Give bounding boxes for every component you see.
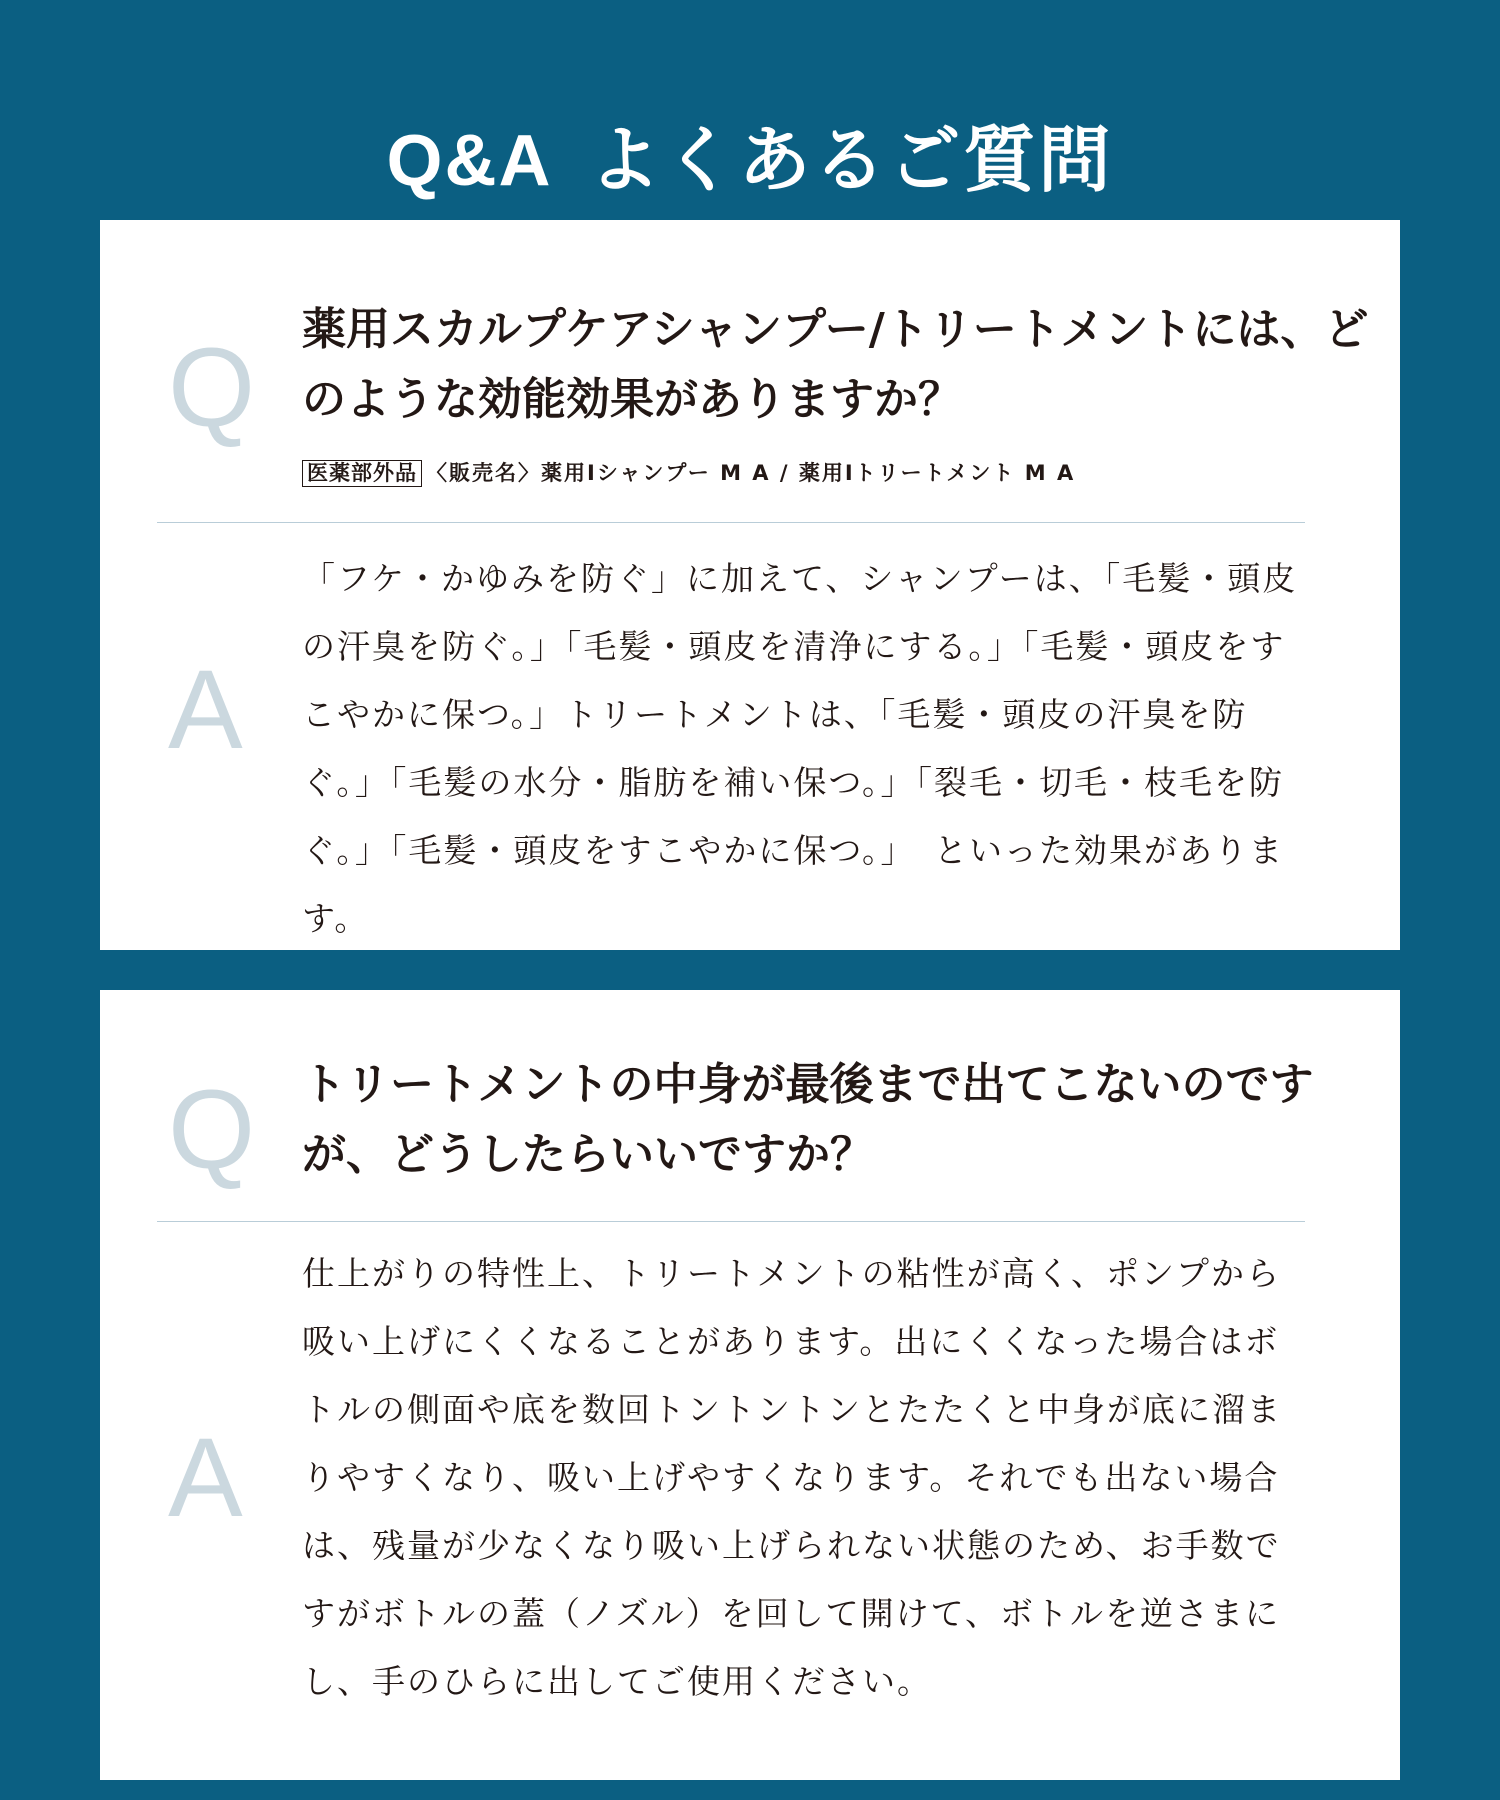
quasi-drug-badge: 医薬部外品 bbox=[302, 460, 422, 487]
faq-answer-1: 「フケ・かゆみを防ぐ」に加えて、シャンプーは、「毛髪・頭皮の汗臭を防ぐ。」「毛髪・頭皮を清浄にする。」「毛髪・頭皮をすこやかに保つ。」トリートメントは、「毛髪・頭皮の汗臭を防ぐ。」「毛髪の水分・脂肪を補い保つ。」「裂毛・切毛・枝毛を防ぐ。」「毛髪・頭皮をすこやかに保つ。」 といった効果があります。 bbox=[302, 559, 1298, 938]
faq-question-2: トリートメントの中身が最後まで出てこないのですが、どうしたらいいですか？ bbox=[302, 1059, 1314, 1180]
qa-mark: Q&A bbox=[386, 121, 553, 202]
question-mark-letter: Q bbox=[168, 325, 256, 450]
page-title bbox=[0, 110, 1500, 211]
faq-question-1: 薬用スカルプケアシャンプー/トリートメントには、どのような効能効果がありますか？ bbox=[302, 304, 1369, 425]
faq-card-1 bbox=[100, 220, 1400, 950]
answer-mark-letter: A bbox=[168, 1415, 243, 1540]
qa-divider bbox=[157, 522, 1305, 523]
qa-divider bbox=[157, 1221, 1305, 1222]
product-note bbox=[302, 458, 1302, 488]
answer-mark-letter: A bbox=[168, 647, 243, 772]
faq-answer-2: 仕上がりの特性上、トリートメントの粘性が高く、ポンプから吸い上げにくくなることがあります。出にくくなった場合はボトルの側面や底を数回トントントンとたたくと中身が底に溜まりやすくなり、吸い上げやすくなります。それでも出ない場合は、残量が少なくなり吸い上げられない状態のため、お手数ですがボトルの蓋（ノズル）を回して開けて、ボトルを逆さまにし、手のひらに出してご使用ください。 bbox=[302, 1254, 1282, 1701]
page-title-text: よくあるご質問 bbox=[588, 118, 1114, 203]
faq-card-2 bbox=[100, 990, 1400, 1780]
product-sales-name: 〈販売名〉薬用Ⅰシャンプー M A / 薬用Ⅰトリートメント M A bbox=[426, 461, 1076, 485]
question-mark-letter: Q bbox=[168, 1067, 256, 1192]
